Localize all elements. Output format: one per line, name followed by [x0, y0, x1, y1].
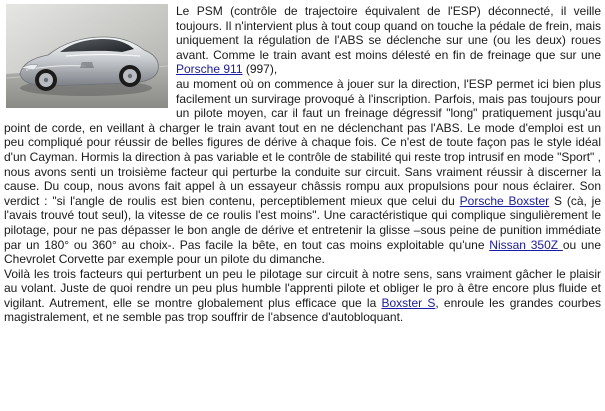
text-segment: Voilà les trois facteurs qui perturbent un peu le pilotage sur circuit à notre sens, sans vraiment gâcher le plaisir au volant. Juste de quoi rendre un peu plus humble l'apprenti pilote et obliger le pro à être encore plus fluide et vigilant. Autrement, elle se montre globalement plus efficace que la — [4, 266, 601, 310]
text-segment: (997), — [242, 62, 278, 77]
porsche-cayman-photo — [6, 4, 168, 108]
link-porsche-911[interactable]: Porsche 911 — [176, 62, 243, 77]
text-segment: , enroule les grandes courbes magistralement, et ne semble pas trop souffrir de l'absence d'autobloquant. — [4, 295, 601, 325]
article-page — [4, 4, 601, 325]
link-porsche-boxster[interactable]: Porsche Boxster — [459, 193, 550, 208]
text-segment: au moment où on commence à jouer sur la direction, l'ESP permet ici bien plus facilement un survirage provoqué à l'inscription. Parfois, mais pas toujours pour un pilote moyen, car il faut un freinage dégressif "long" pratiquement jusqu'au point de corde, en veillant à charger le train avant tout en ne déclenchant pas l'ABS. Le mode d'emploi est un peu compliqué pour réussir de belles figures de dérive à chaque fois. Ce n'est de toute façon pas le style idéal d'un Cayman. Hormis la direction à pas variable et le contrôle de stabilité qui reste trop intrusif en mode "Sport" , nous avons senti un troisième facteur qui perturbe la conduite sur circuit. Sans vraiment réussir à discerner la cause. Du coup, nous avons fait appel à un essayeur châssis rompu aux propulsions pour nous éclairer. Son verdict : "si l'angle de roulis est bien contenu, perceptiblement mieux que celui du — [4, 76, 601, 208]
text-segment: Le PSM (contrôle de trajectoire équivalent de l'ESP) déconnecté, il veille toujours. Il n'intervient plus à tout coup quand on touche la pédale de frein, mais uniquement la régulation de l'ABS se déclenche sur une (ou les deux) roues avant. Comme le train avant est moins délesté en fin de freinage que sur une — [176, 4, 601, 62]
link-boxster-s[interactable]: Boxster S — [381, 295, 436, 310]
car-photo-icon — [6, 4, 168, 108]
link-nissan-350z[interactable]: Nissan 350Z — [489, 237, 563, 252]
text-segment: S (cà, je l'avais trouvé tout seul), la vitesse de ce roulis l'est moins". Une caractéristique qui complique singulièrement le pilotage, pour ne pas dépasser le bon angle de dérive et entretenir la glisse –sous peine de punition immédiate par un 180° ou 360° au choix-. Pas facile la bête, en tout cas moins exploitable qu'une — [4, 193, 601, 252]
text-segment: ou une Chevrolet Corvette par exemple pour un pilote du dimanche. — [4, 237, 601, 267]
